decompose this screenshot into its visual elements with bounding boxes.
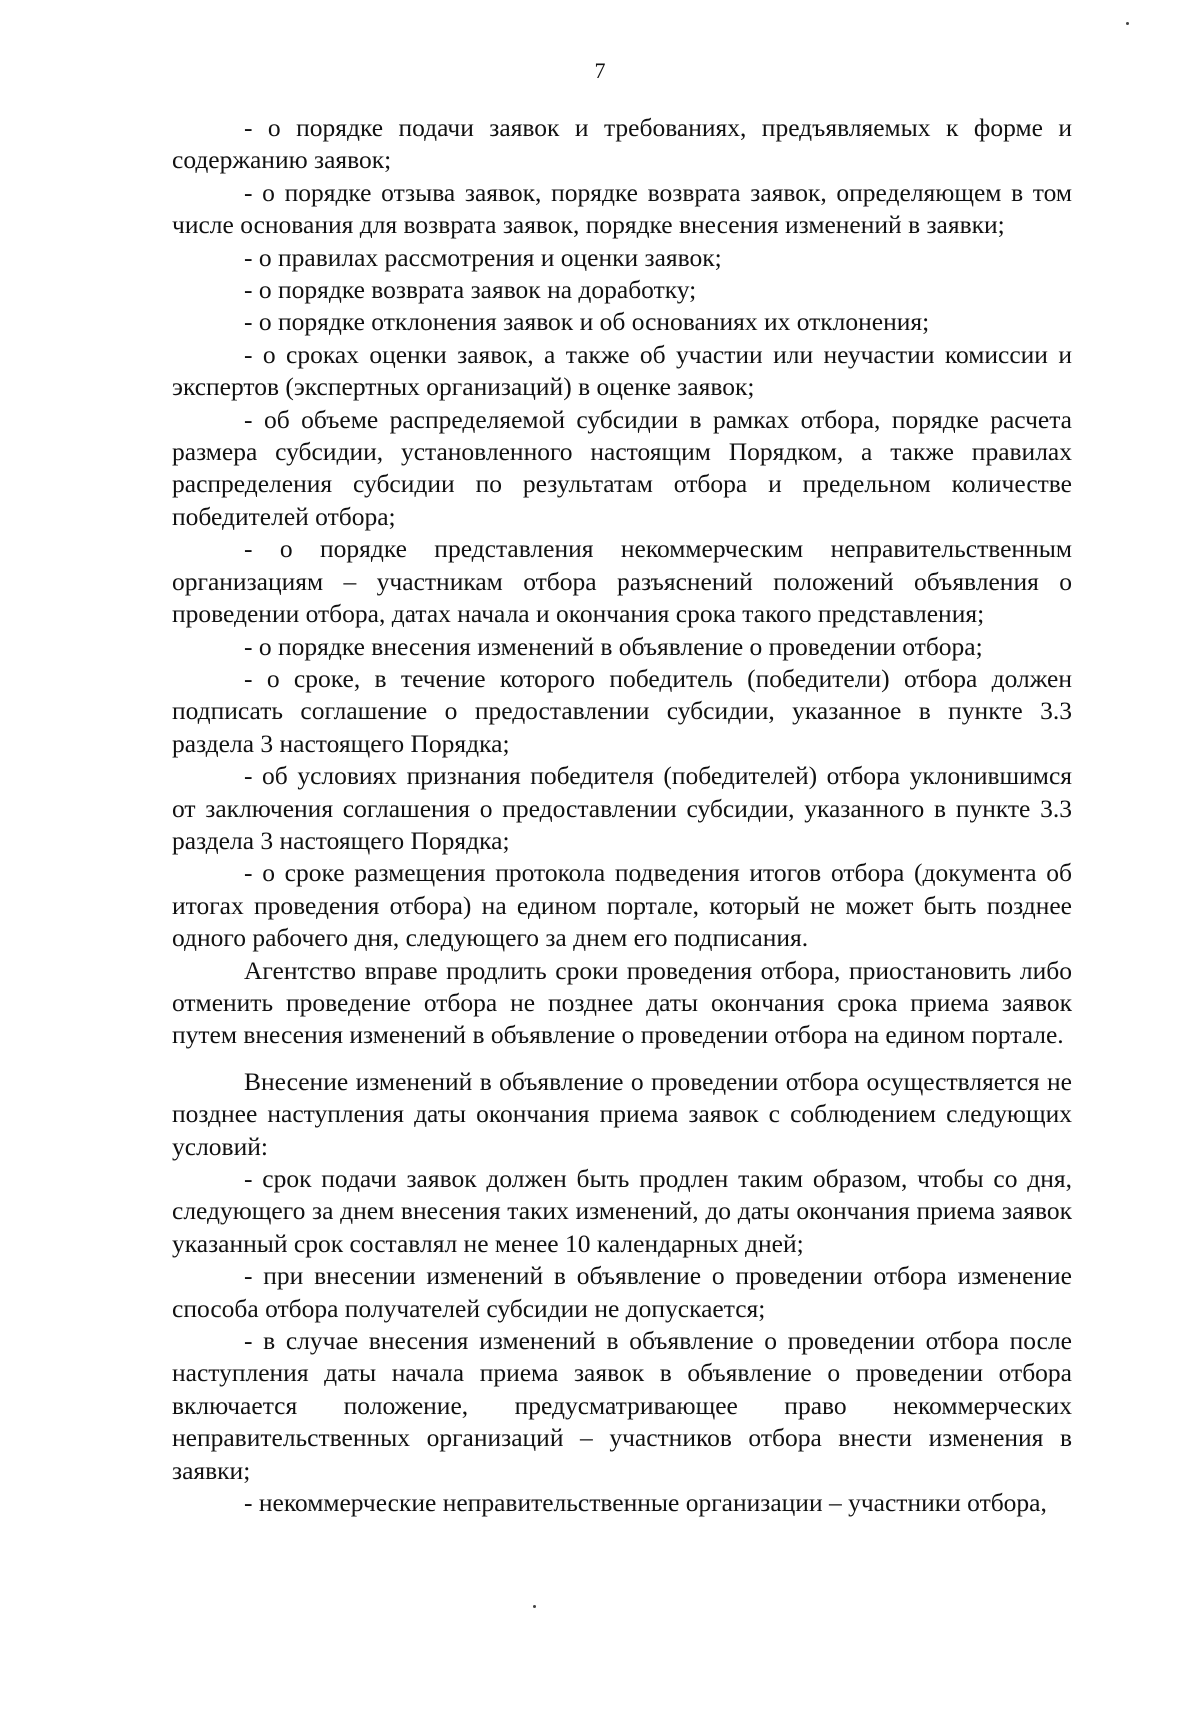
paragraph-5: - о порядке отклонения заявок и об основаниях их отклонения;	[244, 307, 930, 337]
page-number: 7	[594, 58, 606, 83]
paragraph-11: - об условиях признания победителя (победителей) отбора уклонившимся от заключения соглашения о предоставлении субсидии, указанного в пункте 3.3 раздела 3 настоящего Порядка;	[172, 761, 1072, 855]
paragraph-3: - о правилах рассмотрения и оценки заявок;	[244, 242, 722, 272]
paragraph-18: - некоммерческие неправительственные организации – участники отбора,	[244, 1488, 1047, 1518]
paragraph-8: - о порядке представления некоммерческим неправительственным организациям – участникам отбора разъяснений положений объявления о проведении отбора, датах начала и окончания срока такого представления;	[172, 534, 1072, 629]
paragraph-13: Агентство вправе продлить сроки проведения отбора, приостановить либо отменить проведение отбора не позднее даты окончания срока приема заявок путем внесения изменений в объявление о проведении отбора на едином портале.	[172, 955, 1072, 1050]
paragraph-2: - о порядке отзыва заявок, порядке возврата заявок, определяющем в том числе основания для возврата заявок, порядке внесения изменений в заявки;	[172, 177, 1072, 240]
paragraph-16: - при внесении изменений в объявление о проведении отбора изменение способа отбора получателей субсидии не допускается;	[172, 1261, 1072, 1323]
paragraph-15: - срок подачи заявок должен быть продлен таким образом, чтобы со дня, следующего за днем внесения таких изменений, до даты окончания приема заявок указанный срок составлял не менее 10 календарных дней;	[172, 1164, 1072, 1258]
document-body	[172, 112, 1072, 1519]
paragraph-1: - о порядке подачи заявок и требованиях, предъявляемых к форме и содержанию заявок;	[172, 113, 1072, 175]
paragraph-6: - о сроках оценки заявок, а также об участии или неучастии комиссии и экспертов (экспертных организаций) в оценке заявок;	[172, 339, 1072, 402]
paragraph-12: - о сроке размещения протокола подведения итогов отбора (документа об итогах проведения отбора) на едином портале, который не может быть позднее одного рабочего дня, следующего за днем его подписания.	[172, 858, 1072, 953]
paragraph-7: - об объеме распределяемой субсидии в рамках отбора, порядке расчета размера субсидии, установленного настоящим Порядком, а также правилах распределения субсидии по результатам отбора и предельном количестве победителей отбора;	[172, 404, 1072, 531]
paragraph-10: - о сроке, в течение которого победитель (победители) отбора должен подписать соглашение о предоставлении субсидии, указанное в пункте 3.3 раздела 3 настоящего Порядка;	[172, 663, 1072, 758]
paragraph-17: - в случае внесения изменений в объявление о проведении отбора после наступления даты начала приема заявок в объявление о проведении отбора включается положение, предусматривающее право некоммерческих неправительственных организаций – участников отбора внести изменения в заявки;	[172, 1326, 1072, 1485]
scan-speck	[533, 1605, 536, 1608]
paragraph-4: - о порядке возврата заявок на доработку;	[244, 275, 697, 305]
paragraph-9: - о порядке внесения изменений в объявление о проведении отбора;	[244, 631, 983, 661]
paragraph-14: Внесение изменений в объявление о проведении отбора осуществляется не позднее наступления даты окончания приема заявок с соблюдением следующих условий:	[172, 1066, 1072, 1161]
scan-speck	[1126, 22, 1129, 25]
